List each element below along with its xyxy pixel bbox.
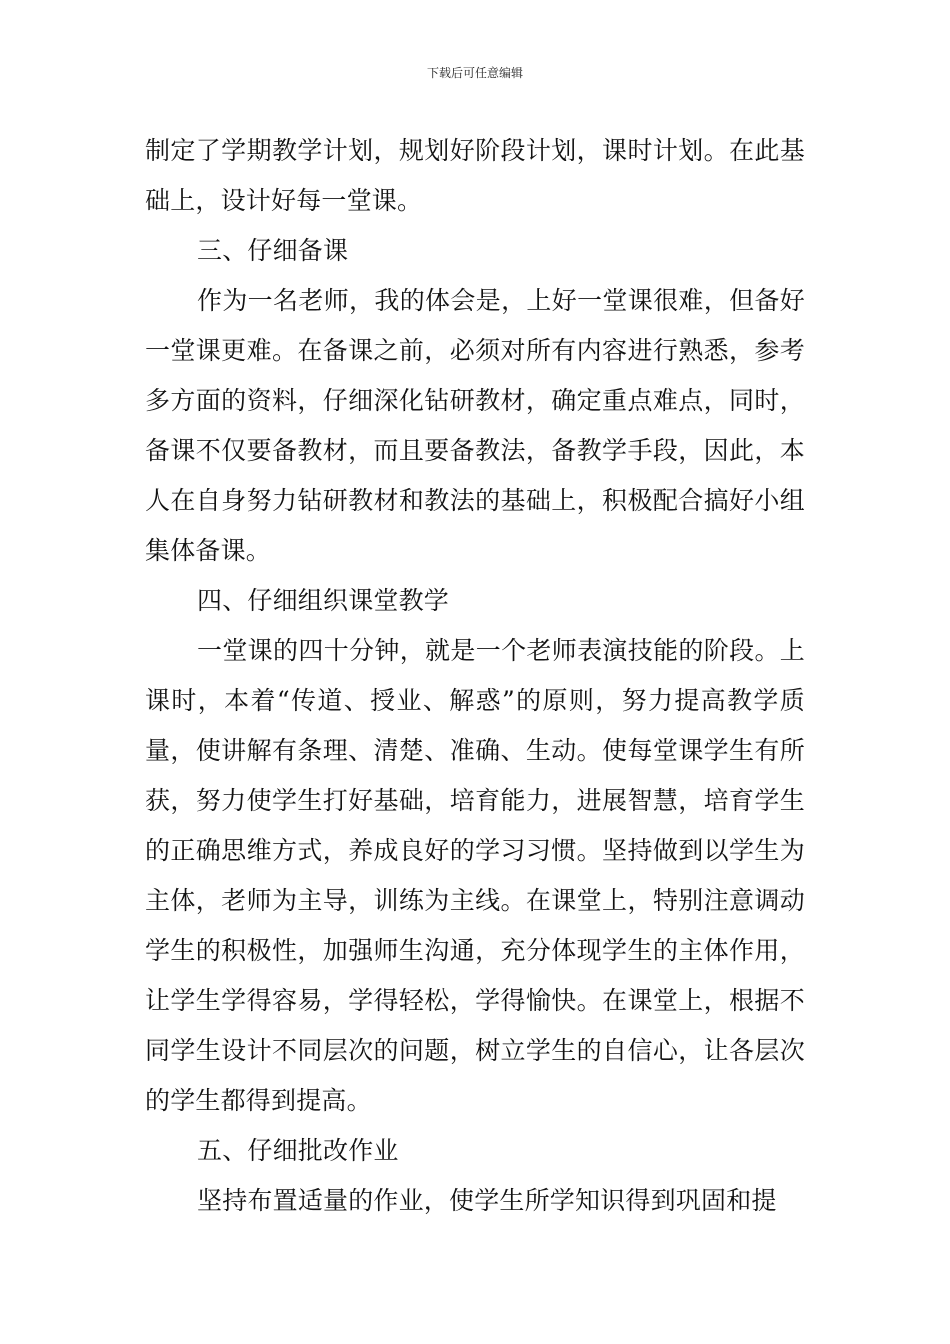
page-header: 下载后可任意编辑 bbox=[426, 66, 523, 80]
section-heading-5: 五、仔细批改作业 bbox=[197, 1136, 399, 1165]
document-body bbox=[145, 126, 805, 1226]
paragraph-homework: 坚持布置适量的作业，使学生所学知识得到巩固和提 bbox=[197, 1186, 777, 1215]
paragraph-classroom: 一堂课的四十分钟，就是一个老师表演技能的阶段。上课时，本着“传道、授业、解惑”的原则，努力提高教学质量，使讲解有条理、清楚、准确、生动。使每堂课学生有所获，努力使学生打好基础，培育能力，进展智慧，培育学生的正确思维方式，养成良好的学习习惯。坚持做到以学生为主体，老师为主导，训练为主线。在课堂上，特别注意调动学生的积极性，加强师生沟通，充分体现学生的主体作用，让学生学得容易，学得轻松，学得愉快。在课堂上，根据不同学生设计不同层次的问题，树立学生的自信心，让各层次的学生都得到提高。 bbox=[145, 636, 805, 1115]
paragraph-preparation: 作为一名老师，我的体会是，上好一堂课很难，但备好一堂课更难。在备课之前，必须对所有内容进行熟悉，参考多方面的资料，仔细深化钻研教材，确定重点难点，同时，备课不仅要备教材，而且要备教法，备教学手段，因此，本人在自身努力钻研教材和教法的基础上，积极配合搞好小组集体备课。 bbox=[145, 286, 805, 565]
paragraph-continued: 制定了学期教学计划，规划好阶段计划，课时计划。在此基础上，设计好每一堂课。 bbox=[145, 136, 805, 215]
section-heading-4: 四、仔细组织课堂教学 bbox=[197, 586, 450, 615]
section-heading-3: 三、仔细备课 bbox=[197, 236, 349, 265]
